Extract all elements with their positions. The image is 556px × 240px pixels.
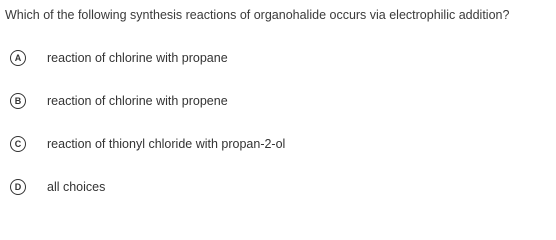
option-c-letter-badge: C	[10, 136, 26, 152]
option-c[interactable]	[10, 134, 285, 154]
option-b-label: reaction of chlorine with propene	[47, 94, 228, 108]
option-d-label: all choices	[47, 180, 106, 194]
option-d[interactable]	[10, 177, 105, 197]
option-d-letter-badge: D	[10, 179, 26, 195]
option-a-letter-badge: A	[10, 50, 26, 66]
option-b[interactable]	[10, 91, 228, 111]
option-a-label: reaction of chlorine with propane	[47, 51, 228, 65]
option-c-label: reaction of thionyl chloride with propan-2-ol	[47, 137, 286, 151]
option-b-letter-badge: B	[10, 93, 26, 109]
option-a[interactable]	[10, 48, 228, 68]
question-text: Which of the following synthesis reactions of organohalide occurs via electrophilic addition?	[5, 8, 510, 22]
